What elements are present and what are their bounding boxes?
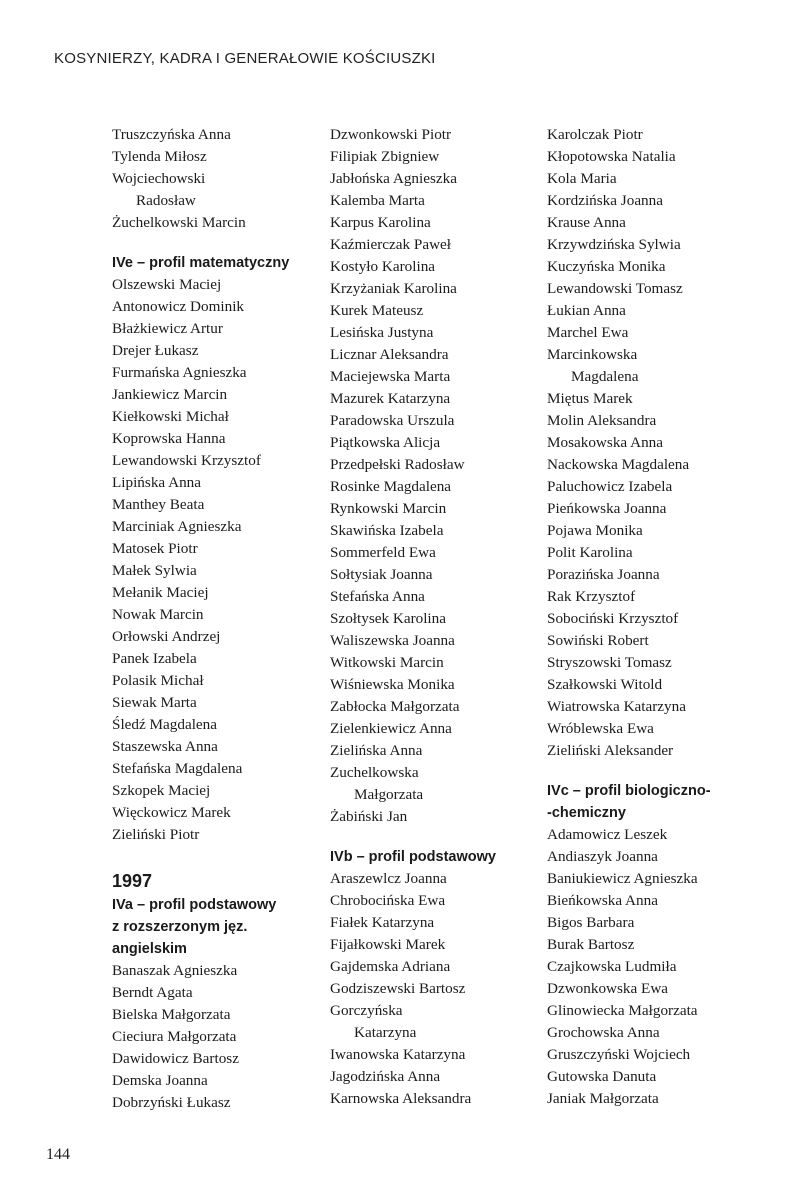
student-name: Baniukiewicz Agnieszka <box>547 870 698 887</box>
name-column-3 <box>547 124 767 1110</box>
student-name: Krzyżaniak Karolina <box>330 280 457 297</box>
student-name: Gutowska Danuta <box>547 1068 657 1085</box>
class-heading: IVe – profil matematyczny <box>112 255 290 271</box>
class-heading: z rozszerzonym jęz. <box>112 919 248 935</box>
student-name: Kaźmierczak Paweł <box>330 236 452 253</box>
student-name: Godziszewski Bartosz <box>330 980 466 997</box>
student-name: Antonowicz Dominik <box>112 298 245 315</box>
name-continuation: Katarzyna <box>354 1024 417 1041</box>
student-name: Siewak Marta <box>112 694 197 711</box>
section-spacer <box>112 846 302 864</box>
student-name: Kordzińska Joanna <box>547 192 663 209</box>
student-name: Fiałek Katarzyna <box>330 914 435 931</box>
class-heading: IVc – profil biologiczno- <box>547 783 711 799</box>
student-name: Banaszak Agnieszka <box>112 962 238 979</box>
year-heading: 1997 <box>112 871 153 891</box>
student-name: Polit Karolina <box>547 544 633 561</box>
page-number: 144 <box>46 1146 70 1163</box>
student-name: Truszczyńska Anna <box>112 126 231 143</box>
student-name: Sommerfeld Ewa <box>330 544 436 561</box>
student-name: Zielenkiewicz Anna <box>330 720 452 737</box>
student-name: Karpus Karolina <box>330 214 431 231</box>
student-name: Bieńkowska Anna <box>547 892 658 909</box>
student-name: Koprowska Hanna <box>112 430 226 447</box>
student-name: Czajkowska Ludmiła <box>547 958 677 975</box>
student-name: Kurek Mateusz <box>330 302 424 319</box>
student-name: Sobociński Krzysztof <box>547 610 679 627</box>
student-name: Lewandowski Krzysztof <box>112 452 261 469</box>
student-name: Drejer Łukasz <box>112 342 199 359</box>
student-name: Mosakowska Anna <box>547 434 664 451</box>
class-heading: -chemiczny <box>547 805 626 821</box>
student-name: Kiełkowski Michał <box>112 408 229 425</box>
student-name: Żabiński Jan <box>330 808 408 825</box>
student-name: Łukian Anna <box>547 302 626 319</box>
student-name: Krause Anna <box>547 214 626 231</box>
student-name: Wróblewska Ewa <box>547 720 654 737</box>
student-name: Marcinkowska <box>547 346 638 363</box>
student-name: Lewandowski Tomasz <box>547 280 683 297</box>
student-name: Małek Sylwia <box>112 562 197 579</box>
student-name: Kostyło Karolina <box>330 258 436 275</box>
student-name: Glinowiecka Małgorzata <box>547 1002 698 1019</box>
student-name: Tylenda Miłosz <box>112 148 207 165</box>
student-name: Janiak Małgorzata <box>547 1090 659 1107</box>
student-name: Zabłocka Małgorzata <box>330 698 460 715</box>
student-name: Adamowicz Leszek <box>547 826 668 843</box>
student-name: Rak Krzysztof <box>547 588 636 605</box>
student-name: Nackowska Magdalena <box>547 456 690 473</box>
student-name: Zuchelkowska <box>330 764 419 781</box>
student-name: Matosek Piotr <box>112 540 198 557</box>
student-name: Berndt Agata <box>112 984 193 1001</box>
student-name: Paluchowicz Izabela <box>547 478 673 495</box>
student-name: Furmańska Agnieszka <box>112 364 247 381</box>
student-name: Kłopotowska Natalia <box>547 148 676 165</box>
student-name: Gajdemska Adriana <box>330 958 451 975</box>
section-spacer <box>112 234 302 252</box>
student-name: Kuczyńska Monika <box>547 258 666 275</box>
student-name: Demska Joanna <box>112 1072 208 1089</box>
student-name: Licznar Aleksandra <box>330 346 449 363</box>
student-name: Rynkowski Marcin <box>330 500 447 517</box>
student-name: Marciniak Agnieszka <box>112 518 242 535</box>
section-spacer <box>547 762 767 780</box>
student-name: Szałkowski Witold <box>547 676 663 693</box>
student-name: Manthey Beata <box>112 496 205 513</box>
student-name: Żuchelkowski Marcin <box>112 214 246 231</box>
student-name: Karolczak Piotr <box>547 126 643 143</box>
student-name: Mazurek Katarzyna <box>330 390 451 407</box>
student-name: Rosinke Magdalena <box>330 478 452 495</box>
student-name: Jabłońska Agnieszka <box>330 170 457 187</box>
student-name: Stefańska Anna <box>330 588 425 605</box>
student-name: Staszewska Anna <box>112 738 218 755</box>
student-name: Dawidowicz Bartosz <box>112 1050 239 1067</box>
student-name: Bigos Barbara <box>547 914 635 931</box>
student-name: Kola Maria <box>547 170 617 187</box>
student-name: Jagodzińska Anna <box>330 1068 441 1085</box>
student-name: Zielińska Anna <box>330 742 423 759</box>
student-name: Zieliński Aleksander <box>547 742 674 759</box>
student-name: Maciejewska Marta <box>330 368 451 385</box>
student-name: Karnowska Aleksandra <box>330 1090 472 1107</box>
student-name: Wojciechowski <box>112 170 206 187</box>
student-name: Witkowski Marcin <box>330 654 444 671</box>
student-name: Waliszewska Joanna <box>330 632 455 649</box>
name-column-2 <box>330 124 530 1110</box>
student-name: Stryszowski Tomasz <box>547 654 672 671</box>
student-name: Szołtysek Karolina <box>330 610 446 627</box>
student-name: Sowiński Robert <box>547 632 649 649</box>
student-name: Dzwonkowska Ewa <box>547 980 669 997</box>
student-name: Porazińska Joanna <box>547 566 660 583</box>
student-name: Bielska Małgorzata <box>112 1006 231 1023</box>
student-name: Sołtysiak Joanna <box>330 566 433 583</box>
student-name: Filipiak Zbigniew <box>330 148 440 165</box>
student-name: Szkopek Maciej <box>112 782 211 799</box>
student-name: Dobrzyński Łukasz <box>112 1094 231 1111</box>
student-name: Cieciura Małgorzata <box>112 1028 237 1045</box>
student-name: Chrobocińska Ewa <box>330 892 446 909</box>
running-header: KOSYNIERZY, KADRA I GENERAŁOWIE KOŚCIUSZKI <box>54 50 436 67</box>
student-name: Panek Izabela <box>112 650 197 667</box>
student-name: Wiśniewska Monika <box>330 676 455 693</box>
student-name: Błażkiewicz Artur <box>112 320 223 337</box>
student-name: Wiatrowska Katarzyna <box>547 698 686 715</box>
student-name: Stefańska Magdalena <box>112 760 243 777</box>
student-name: Zieliński Piotr <box>112 826 200 843</box>
student-name: Krzywdzińska Sylwia <box>547 236 681 253</box>
student-name: Polasik Michał <box>112 672 204 689</box>
section-spacer <box>330 828 530 846</box>
name-column-1 <box>112 124 302 1114</box>
student-name: Śledź Magdalena <box>112 716 218 733</box>
student-name: Dzwonkowski Piotr <box>330 126 452 143</box>
student-name: Piątkowska Alicja <box>330 434 441 451</box>
student-name: Gorczyńska <box>330 1002 403 1019</box>
student-name: Andiaszyk Joanna <box>547 848 658 865</box>
student-name: Mełanik Maciej <box>112 584 209 601</box>
student-name: Molin Aleksandra <box>547 412 657 429</box>
student-name: Nowak Marcin <box>112 606 204 623</box>
student-name: Pojawa Monika <box>547 522 643 539</box>
student-name: Paradowska Urszula <box>330 412 455 429</box>
student-name: Orłowski Andrzej <box>112 628 221 645</box>
student-name: Miętus Marek <box>547 390 633 407</box>
student-name: Skawińska Izabela <box>330 522 444 539</box>
name-continuation: Radosław <box>136 192 196 209</box>
class-heading: angielskim <box>112 941 187 957</box>
student-name: Pieńkowska Joanna <box>547 500 667 517</box>
class-heading: IVa – profil podstawowy <box>112 897 277 913</box>
name-continuation: Małgorzata <box>354 786 424 803</box>
student-name: Olszewski Maciej <box>112 276 222 293</box>
student-name: Więckowicz Marek <box>112 804 231 821</box>
name-continuation: Magdalena <box>571 368 639 385</box>
student-name: Iwanowska Katarzyna <box>330 1046 466 1063</box>
student-name: Grochowska Anna <box>547 1024 660 1041</box>
student-name: Lipińska Anna <box>112 474 202 491</box>
student-name: Lesińska Justyna <box>330 324 434 341</box>
student-name: Burak Bartosz <box>547 936 635 953</box>
student-name: Fijałkowski Marek <box>330 936 446 953</box>
student-name: Kalemba Marta <box>330 192 425 209</box>
class-heading: IVb – profil podstawowy <box>330 849 496 865</box>
student-name: Araszewlcz Joanna <box>330 870 447 887</box>
student-name: Marchel Ewa <box>547 324 629 341</box>
student-name: Gruszczyński Wojciech <box>547 1046 691 1063</box>
student-name: Jankiewicz Marcin <box>112 386 228 403</box>
student-name: Przedpełski Radosław <box>330 456 465 473</box>
